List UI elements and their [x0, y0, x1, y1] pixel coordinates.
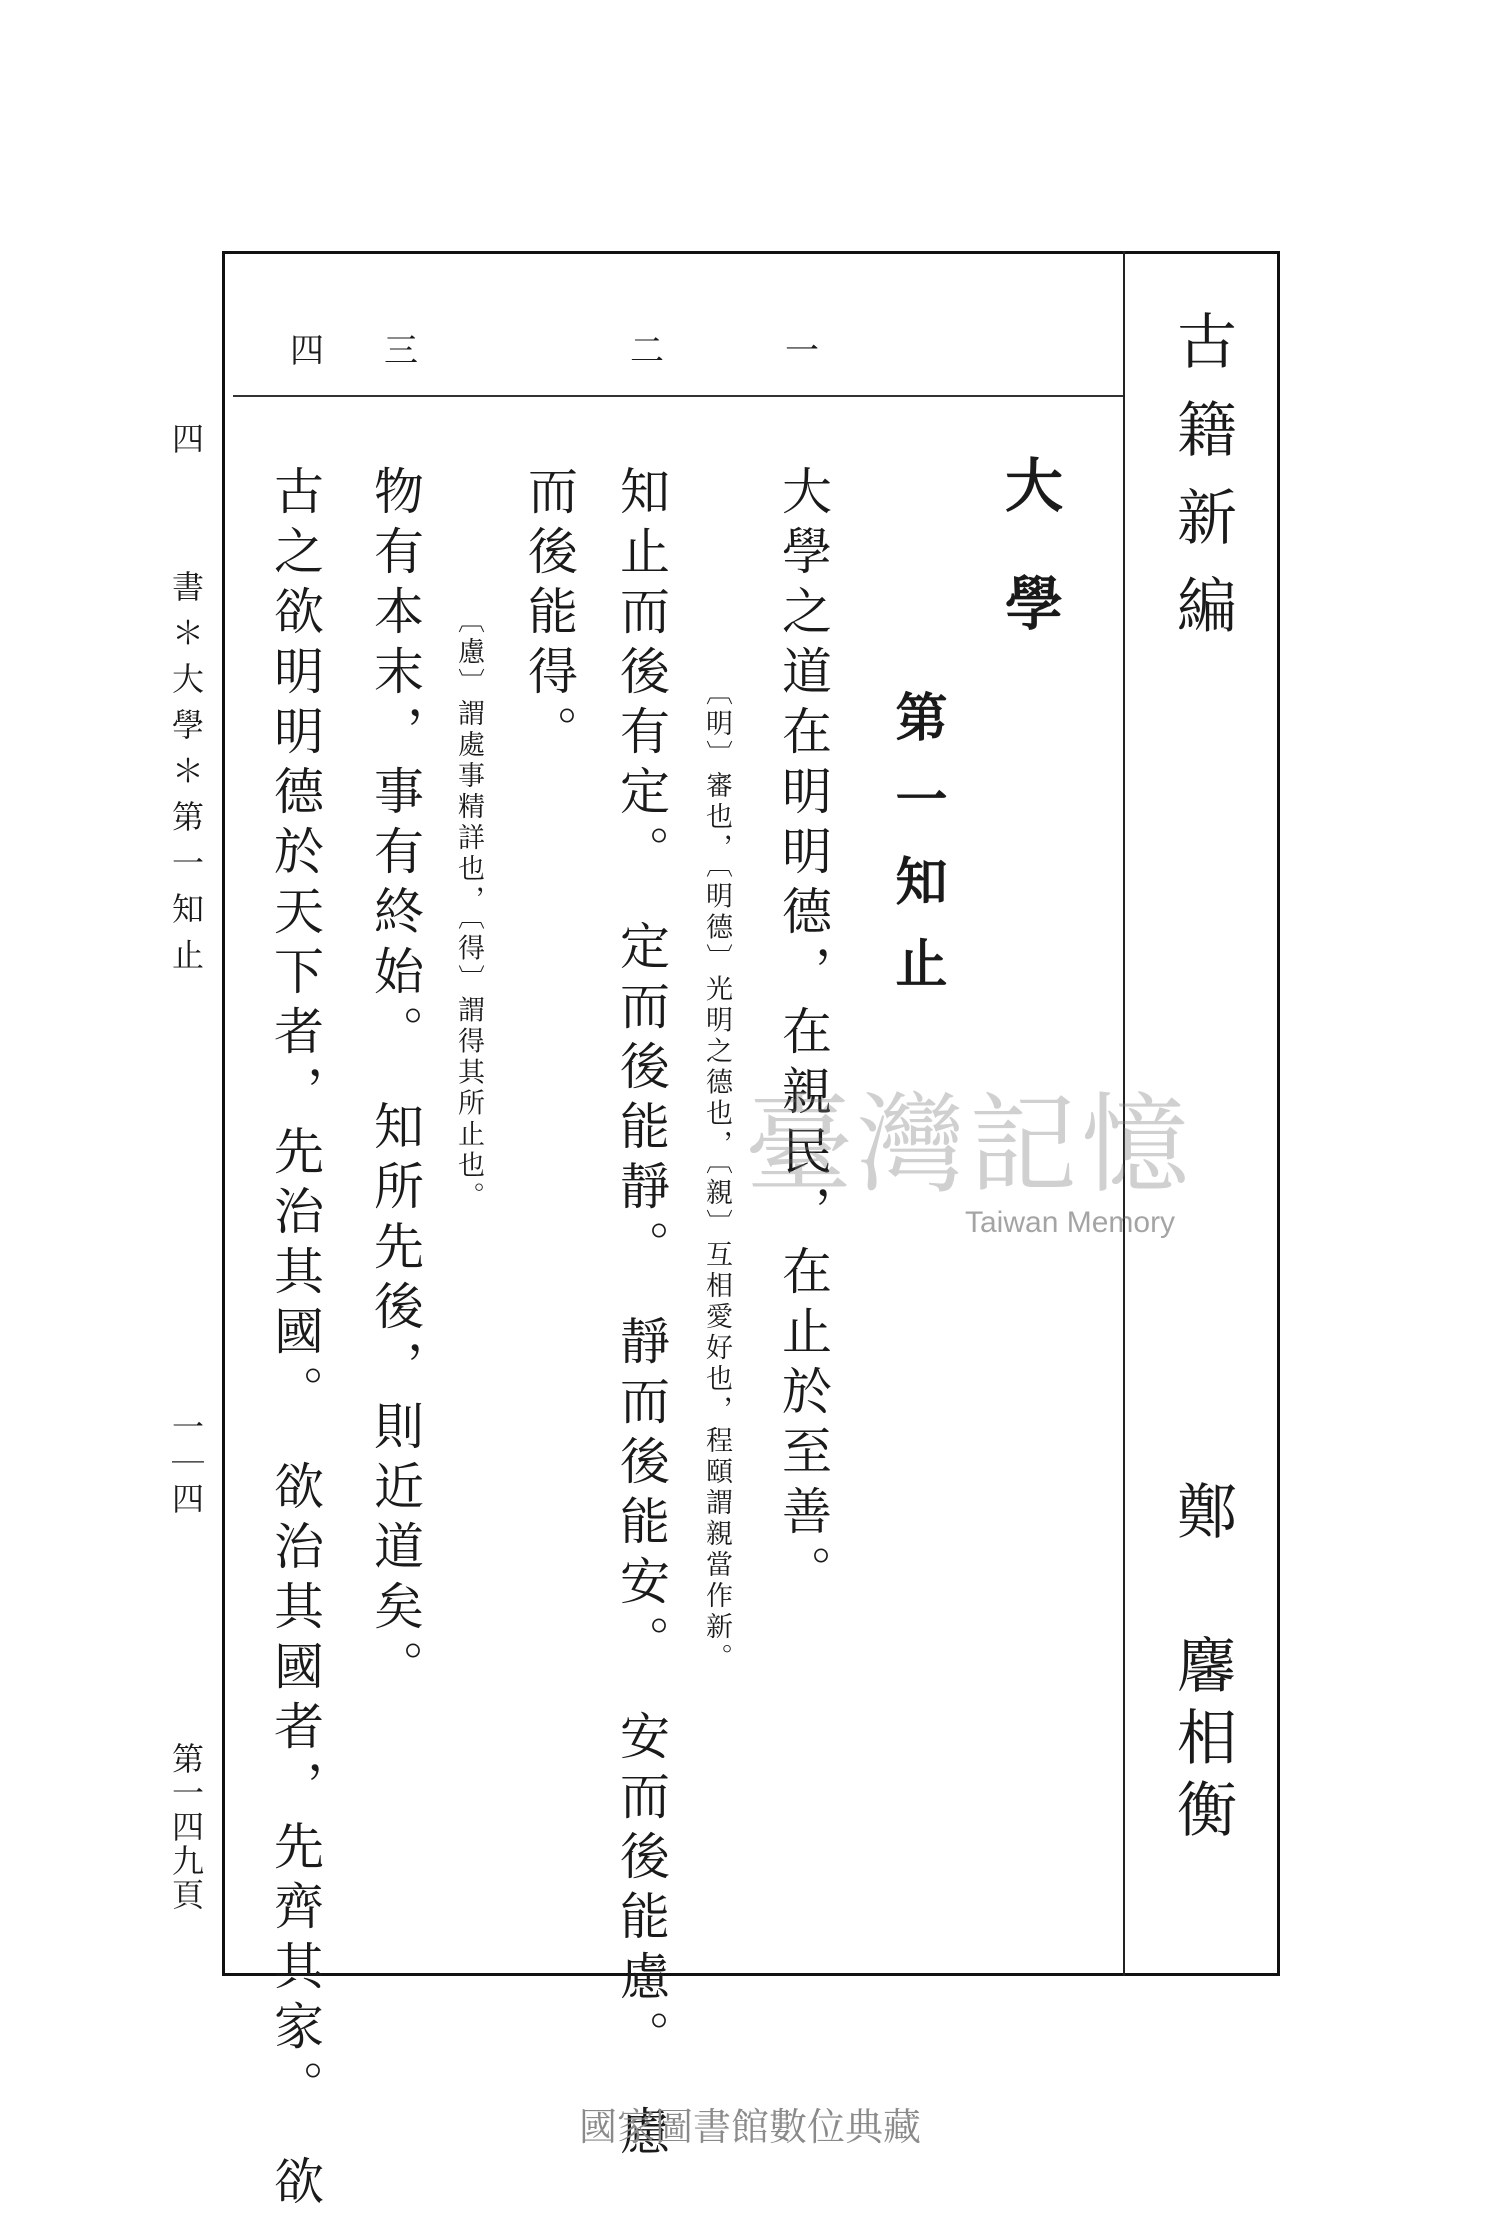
chapter-title: 大學 — [995, 455, 1063, 691]
header-number-2: 二 — [630, 331, 664, 371]
header-number-3: 三 — [384, 331, 418, 371]
section-title: 第一知止 — [886, 690, 947, 1018]
margin-top-number: 四 — [167, 422, 205, 454]
watermark-text: 臺灣記憶 — [745, 1083, 1194, 1208]
book-title: 古籍新編 — [1167, 310, 1237, 662]
annotation-column-1: 〔明〕審也，〔明德〕光明之德也，〔親〕互相愛好也，程頤謂親當作新。 — [701, 678, 732, 1674]
margin-range: 一｜四 — [167, 1410, 205, 1518]
header-divider — [233, 395, 1123, 397]
text-column-5: 古之欲明明德於天下者，先治其國。 欲治其國者，先齊其家。 欲 — [266, 465, 324, 2215]
header-number-1: 一 — [785, 331, 819, 371]
text-column-3: 而後能得。 — [520, 465, 578, 765]
book-author: 鄭 麘相衡 — [1167, 1480, 1237, 1850]
annotation-column-2: 〔慮〕謂處事精詳也，〔得〕謂得其所止也。 — [453, 606, 484, 1213]
text-column-1: 大學之道在明明德，在親民，在止於至善。 — [774, 465, 832, 1605]
margin-page-number: 第一四九頁 — [167, 1742, 205, 1912]
margin-running-title: 書＊大學＊第一知止 — [167, 570, 205, 984]
footer-text: 國家圖書館數位典藏 — [578, 2105, 921, 2149]
text-column-4: 物有本末，事有終始。 知所先後，則近道矣。 — [366, 465, 424, 1700]
text-column-2: 知止而後有定。 定而後能靜。 靜而後能安。 安而後能慮。 慮 — [612, 465, 670, 2165]
watermark-subtitle: Taiwan Memory — [965, 1206, 1176, 1239]
header-number-4: 四 — [290, 331, 324, 371]
